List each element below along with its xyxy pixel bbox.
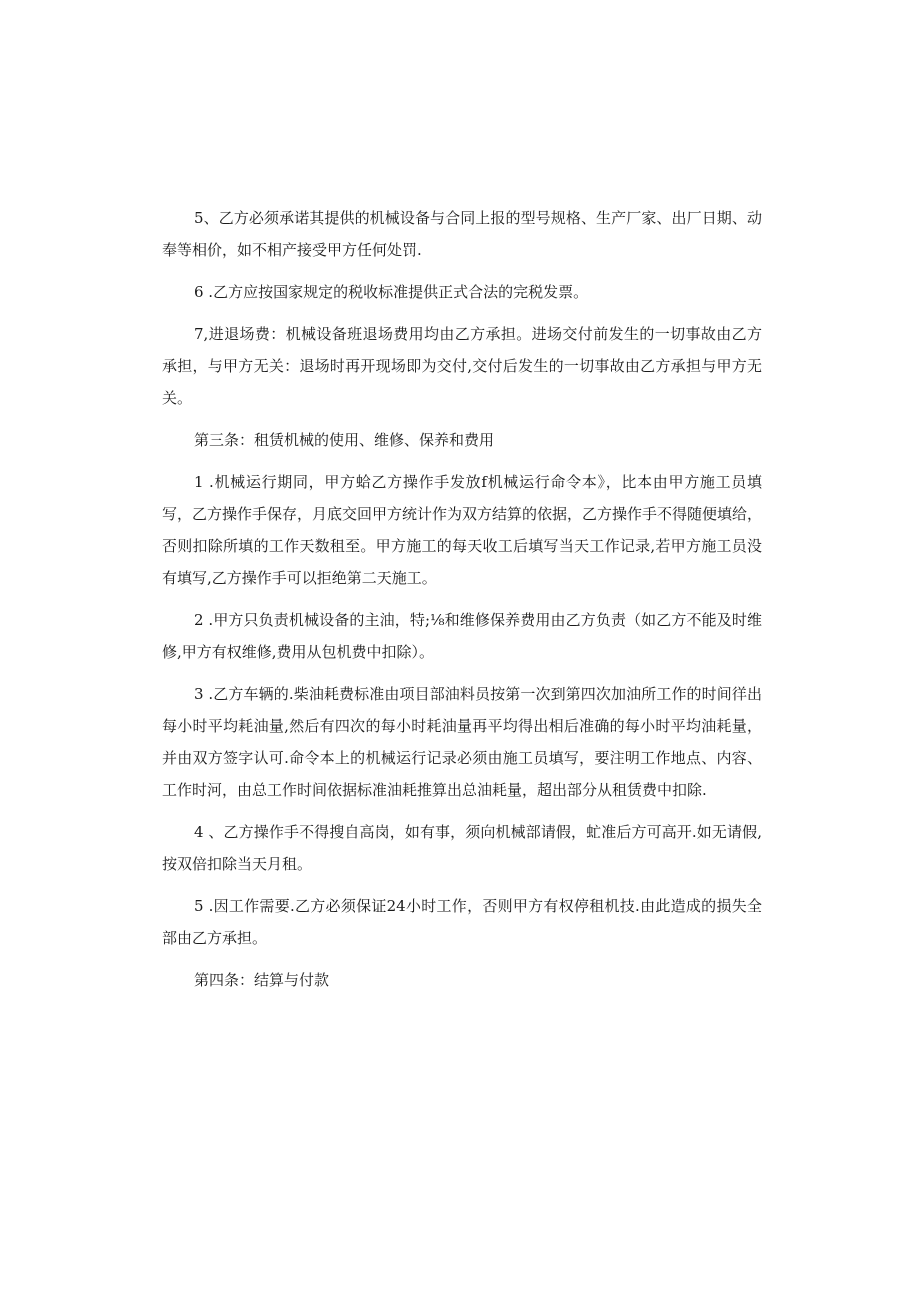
section-3-item-3: 3 .乙方车辆的.柴油耗费标准由项目部油料员按第一次到第四次加油所工作的时间徉出每小时平均耗油量,然后有四次的每小时耗油量再平均得出相后准确的每小时平均油耗量，并由双方签字认可.命令本上的机械运行记录必须由施工员填写，要注明工作地点、内容、工作时河，由总工作时间依据标准油耗推算出总油耗量，超出部分从租赁费中扣除. [162,685,762,799]
clause-6-paragraph: 6 .乙方应按国家规定的税收标准提供正式合法的完税发票。 [194,283,589,301]
clause-7-paragraph: 7,进退场费：机械设备班退场费用均由乙方承担。进场交付前发生的一切事故由乙方承担，与甲方无关：退场时再开现场即为交付,交付后发生的一切事故由乙方承担与甲方无关。 [162,325,762,407]
section-4-heading: 第四条：结算与付款 [194,971,330,989]
section-3-item-5: 5 .因工作需要.乙方必须保证24小时工作，否则甲方有权停租机技.由此造成的损失全部由乙方承担。 [162,897,762,947]
section-3-heading: 第三条：租赁机械的使用、维修、保养和费用 [194,431,495,449]
clause-5-paragraph: 5、乙方必须承诺其提供的机械设备与合同上报的型号规格、生产厂家、出厂日期、动奉等相价，如不相产接受甲方任何处罚. [162,209,762,259]
section-3-item-2: 2 .甲方只负责机械设备的主油，特;⅛和维修保养费用由乙方负责（如乙方不能及时维修,甲方有权维修,费用从包机费中扣除）。 [162,611,762,661]
section-3-item-1: 1 .机械运行期同，甲方蛤乙方操作手发放f机械运行命令本》，比本由甲方施工员填写，乙方操作手保存，月底交回甲方统计作为双方结算的依据，乙方操作手不得随便填给，否则扣除所填的工作天数租至。甲方施工的每天收工后填写当天工作记录,若甲方施工员没有填写,乙方操作手可以拒绝第二天施工。 [162,473,763,587]
section-3-item-4: 4 、乙方操作手不得搜自高岗，如有事，须向机械部请假，虻准后方可高开.如无请假,按双倍扣除当天月租。 [162,823,762,873]
document-body [162,202,762,1006]
